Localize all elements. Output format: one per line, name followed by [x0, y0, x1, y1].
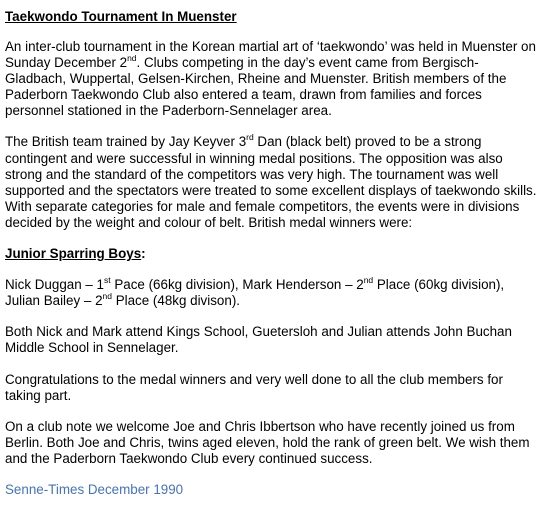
paragraph-team: [5, 134, 537, 231]
article-title: Taekwondo Tournament In Muenster: [5, 9, 237, 24]
winners-text-c: Place (60kg division), Julian Bailey – 2: [5, 277, 505, 309]
winners-text-b: Pace (66kg division), Mark Henderson – 2: [110, 277, 364, 293]
paragraph-winners: [5, 274, 537, 309]
ordinal-suffix: nd: [127, 52, 137, 63]
article: [5, 9, 537, 498]
section-heading-colon: :: [141, 246, 146, 262]
winners-text-a: Nick Duggan – 1: [5, 277, 104, 293]
ordinal-suffix: st: [104, 274, 111, 285]
ordinal-suffix: rd: [246, 132, 254, 142]
paragraph-team-text-a: The British team trained by Jay Keyver 3: [5, 134, 247, 150]
winners-text-d: Place (48kg divison).: [111, 293, 240, 309]
section-heading-label: Junior Sparring Boys: [5, 246, 142, 262]
paragraph-intro: [5, 39, 537, 119]
paragraph-team-text-b: Dan (black belt) proved to be a strong contingent and were successful in winning medal positions. The opposition was also strong and the standard of the competitors was very high. The tournament was well supported and the spectators were treated to some excellent displays of taekwondo skills. With separate categories for male and female competitors, the events were in divisions decided by the weight and colour of belt. British medal winners were:: [5, 134, 537, 230]
paragraph-intro-text-b: . Clubs competing in the day’s event came from Bergisch-Gladbach, Wuppertal, Gelsen-Kirchen, Rheine and Muenster. British members of the Paderborn Taekwondo Club also entered a team, drawn from families and forces personnel stationed in the Paderborn-Sennelager area.: [5, 55, 507, 119]
paragraph-congratulations: Congratulations to the medal winners and very well done to all the club members for taking part.: [5, 371, 503, 403]
ordinal-suffix: nd: [102, 290, 112, 301]
section-heading: [5, 246, 537, 262]
paragraph-club-note: On a club note we welcome Joe and Chris Ibbertson who have recently joined us from Berlin. Both Joe and Chris, twins aged eleven, hold the rank of green belt. We wish them and the Paderborn Taekwondo Club every continued success.: [5, 418, 530, 466]
paragraph-intro-text-a: An inter-club tournament in the Korean martial art of ‘taekwondo’ was held in Muenster on Sunday December 2: [5, 39, 536, 71]
source-credit: Senne-Times December 1990: [5, 481, 184, 497]
paragraph-schools: Both Nick and Mark attend Kings School, Guetersloh and Julian attends John Buchan Middle School in Sennelager.: [5, 324, 512, 356]
ordinal-suffix: nd: [363, 274, 374, 285]
